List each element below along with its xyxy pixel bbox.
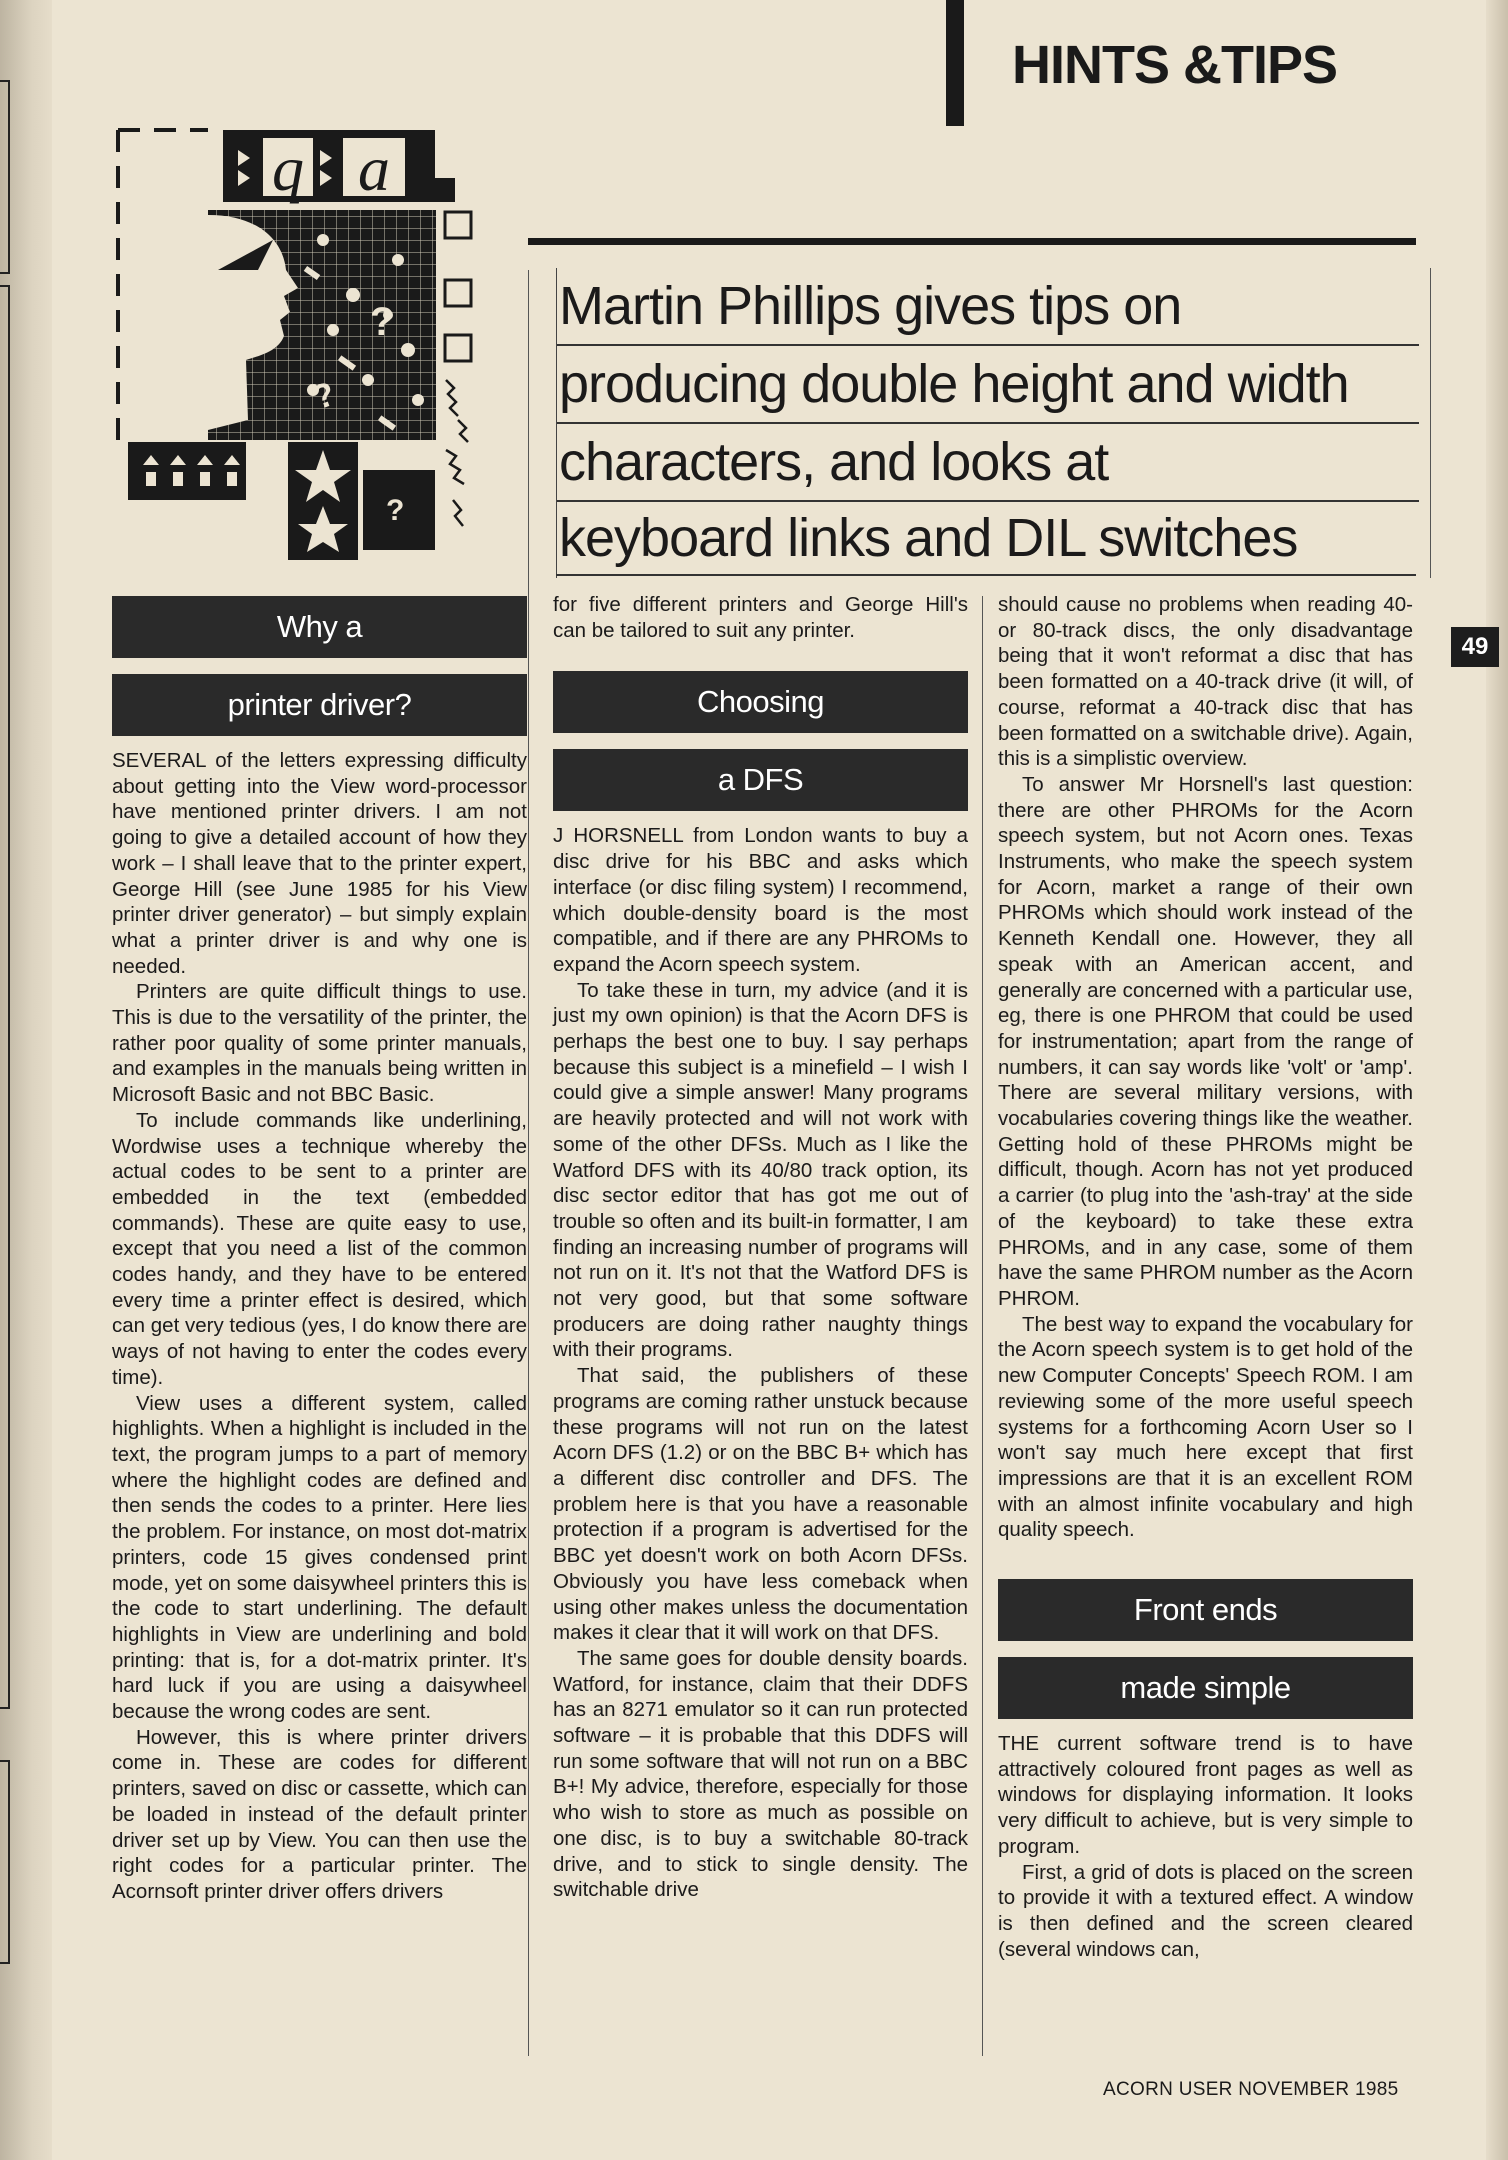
column-1 [112, 596, 527, 1905]
paragraph: That said, the publishers of these programs are coming rather unstuck because these programs will not run on the latest Acorn DFS (1.2) or on the BBC B+ which has a different disc controller and DFS. The problem here is that you have a reasonable protection if a program is advertised for the BBC yet doesn't work on both Acorn DFSs. Obviously you have less comeback when using other makes unless the documentation makes it clear that it will work on that DFS. [553, 1364, 968, 1645]
paragraph: SEVERAL of the letters expressing difficulty about getting into the View word-processor have mentioned printer drivers. I am not going to give a detailed account of how they work – I shall leave that to the printer expert, George Hill (see June 1985 for his View printer driver generator) – but simply explain what a printer driver is and why one is needed. [112, 749, 527, 978]
column-3 [998, 592, 1413, 1962]
letter-q: q [272, 133, 304, 204]
page-number-tab: 49 [1451, 627, 1499, 667]
footer-issue-line: ACORN USER NOVEMBER 1985 [1103, 2079, 1399, 2100]
letter-a: a [358, 133, 390, 204]
section-marker-bar [946, 0, 964, 126]
spine-frame-mark [0, 285, 10, 1709]
column-divider [528, 270, 529, 2056]
heading-a-dfs: a DFS [553, 749, 968, 811]
headline-rule [556, 574, 1416, 576]
headline-line: Martin Phillips gives tips on [557, 268, 1419, 346]
heading-made-simple: made simple [998, 1657, 1413, 1719]
page-right-edge [1486, 0, 1508, 2160]
column-divider [1430, 268, 1431, 578]
question-mark-glyph: ? [370, 300, 395, 344]
heading-front-ends: Front ends [998, 1579, 1413, 1641]
column-divider [982, 596, 983, 2056]
column-2 [553, 592, 968, 1903]
paragraph: However, this is where printer drivers come in. These are codes for different printers, saved on disc or cassette, which can be loaded in instead of the default printer driver set up by View. You can then use the right codes for a particular printer. The Acornsoft printer driver offers drivers [112, 1725, 527, 1903]
paragraph: for five different printers and George Hill's can be tailored to suit any printer. [553, 593, 968, 642]
paragraph: To answer Mr Horsnell's last question: there are other PHROMs for the Acorn speech system, but not Acorn ones. Texas Instruments, who make the speech system for Acorn, market a range of their own PHROMs which should work instead of the Kenneth Kendall one. However, they all speak with an American accent, and generally are concerned with a particular use, eg, there is one PHROM that could be used for instrumentation; apart from the range of numbers, it can say words like 'volt' or 'amp'. There are several military versions, with vocabularies covering things like the weather. Getting hold of these PHROMs might be difficult, though. Acorn has not yet produced a carrier (to plug into the 'ash-tray' at the side of the keyboard) to take these extra PHROMs, and in any case, some of them have the same PHROM number as the Acorn PHROM. [998, 772, 1413, 1310]
paragraph: J HORSNELL from London wants to buy a disc drive for his BBC and asks which interface (or disc filing system) I recommend, which double-density board is the most compatible, and if there are any PHROMs to expand the Acorn speech system. [553, 824, 968, 976]
paragraph: The same goes for double density boards. Watford, for instance, claim that their DDFS has an 8271 emulator so it can run protected software – it is probable that this DDFS will run some software that will not run on a BBC B+! My advice, therefore, especially for those who wish to store as much as possible on one disc, is to buy a switchable 80-track drive, and to stick to single density. The switchable drive [553, 1646, 968, 1902]
svg-text:?: ? [386, 494, 405, 527]
svg-text:?: ? [307, 374, 341, 418]
headline-line: keyboard links and DIL switches [559, 508, 1298, 568]
paragraph: To take these in turn, my advice (and it is just my own opinion) is that the Acorn DFS is perhaps the best one to buy. I say perhaps because this subject is a minefield – I wish I could give a simple answer! Many programs are heavily protected and will not work with some of the other DFSs. Much as I like the Watford DFS with its 40/80 track option, its disc sector editor that has got me out of trouble so often and its built-in formatter, I am finding an increasing number of programs will not run on it. It's not that the Watford DFS is not very good, but that some software producers are doing rather naughty things with their programs. [553, 978, 968, 1362]
paragraph: The best way to expand the vocabulary for the Acorn speech system is to get hold of the new Computer Concepts' Speech ROM. I am reviewing some of the more useful speech systems for a forthcoming Acorn User so I won't say much here except that first impressions are that it is an excellent ROM with an almost infinite vocabulary and high quality speech. [998, 1312, 1413, 1542]
section-title: HINTS &TIPS [1012, 35, 1338, 95]
heading-choosing: Choosing [553, 671, 968, 733]
heading-why-a: Why a [112, 596, 527, 658]
paragraph: View uses a different system, called highlights. When a highlight is included in the text, the program jumps to a part of memory where the highlight codes are defined and then sends the codes to a printer. Here lies the problem. For instance, on most dot-matrix printers, code 15 gives condensed print mode, yet on some daisywheel printers this is the code to start underlining. The default highlights in View are underlining and bold printing: that is, for a dot-matrix printer. It's hard luck if you are using a daisywheel because the wrong codes are sent. [112, 1391, 527, 1724]
article-headline [556, 268, 1417, 578]
paragraph: should cause no problems when reading 40- or 80-track discs, the only disadvantage being that it won't reformat a disc that has been formatted on a 40-track drive (it will, of course, reformat a 40-track disc that has been formatted on a switchable drive). Again, this is a simplistic overview. [998, 593, 1413, 771]
qa-illustration [108, 120, 538, 570]
spine-frame-mark [0, 1760, 10, 1964]
paragraph: THE current software trend is to have attractively coloured front pages as well as windows for displaying information. It looks very difficult to achieve, but is very simple to program. [998, 1732, 1413, 1858]
spine-frame-mark [0, 80, 10, 274]
paragraph: To include commands like underlining, Wordwise uses a technique whereby the actual codes to be sent to a printer are embedded in the text (embedded commands). These are quite easy to use, except that you need a list of the common codes handy, and they have to be entered every time a printer effect is desired, which can get very tedious (yes, I do know there are ways of not having to enter the codes every time). [112, 1108, 527, 1389]
heading-printer-driver: printer driver? [112, 674, 527, 736]
headline-line: producing double height and width [557, 346, 1419, 424]
header-rule [528, 238, 1416, 245]
paragraph: Printers are quite difficult things to use. This is due to the versatility of the printer, the rather poor quality of some printer manuals, and examples in the manuals being written in Microsoft Basic and not BBC Basic. [112, 980, 527, 1107]
paragraph: First, a grid of dots is placed on the screen to provide it with a textured effect. A window is then defined and the screen cleared (several windows can, [998, 1860, 1413, 1961]
headline-line: characters, and looks at [557, 424, 1419, 502]
